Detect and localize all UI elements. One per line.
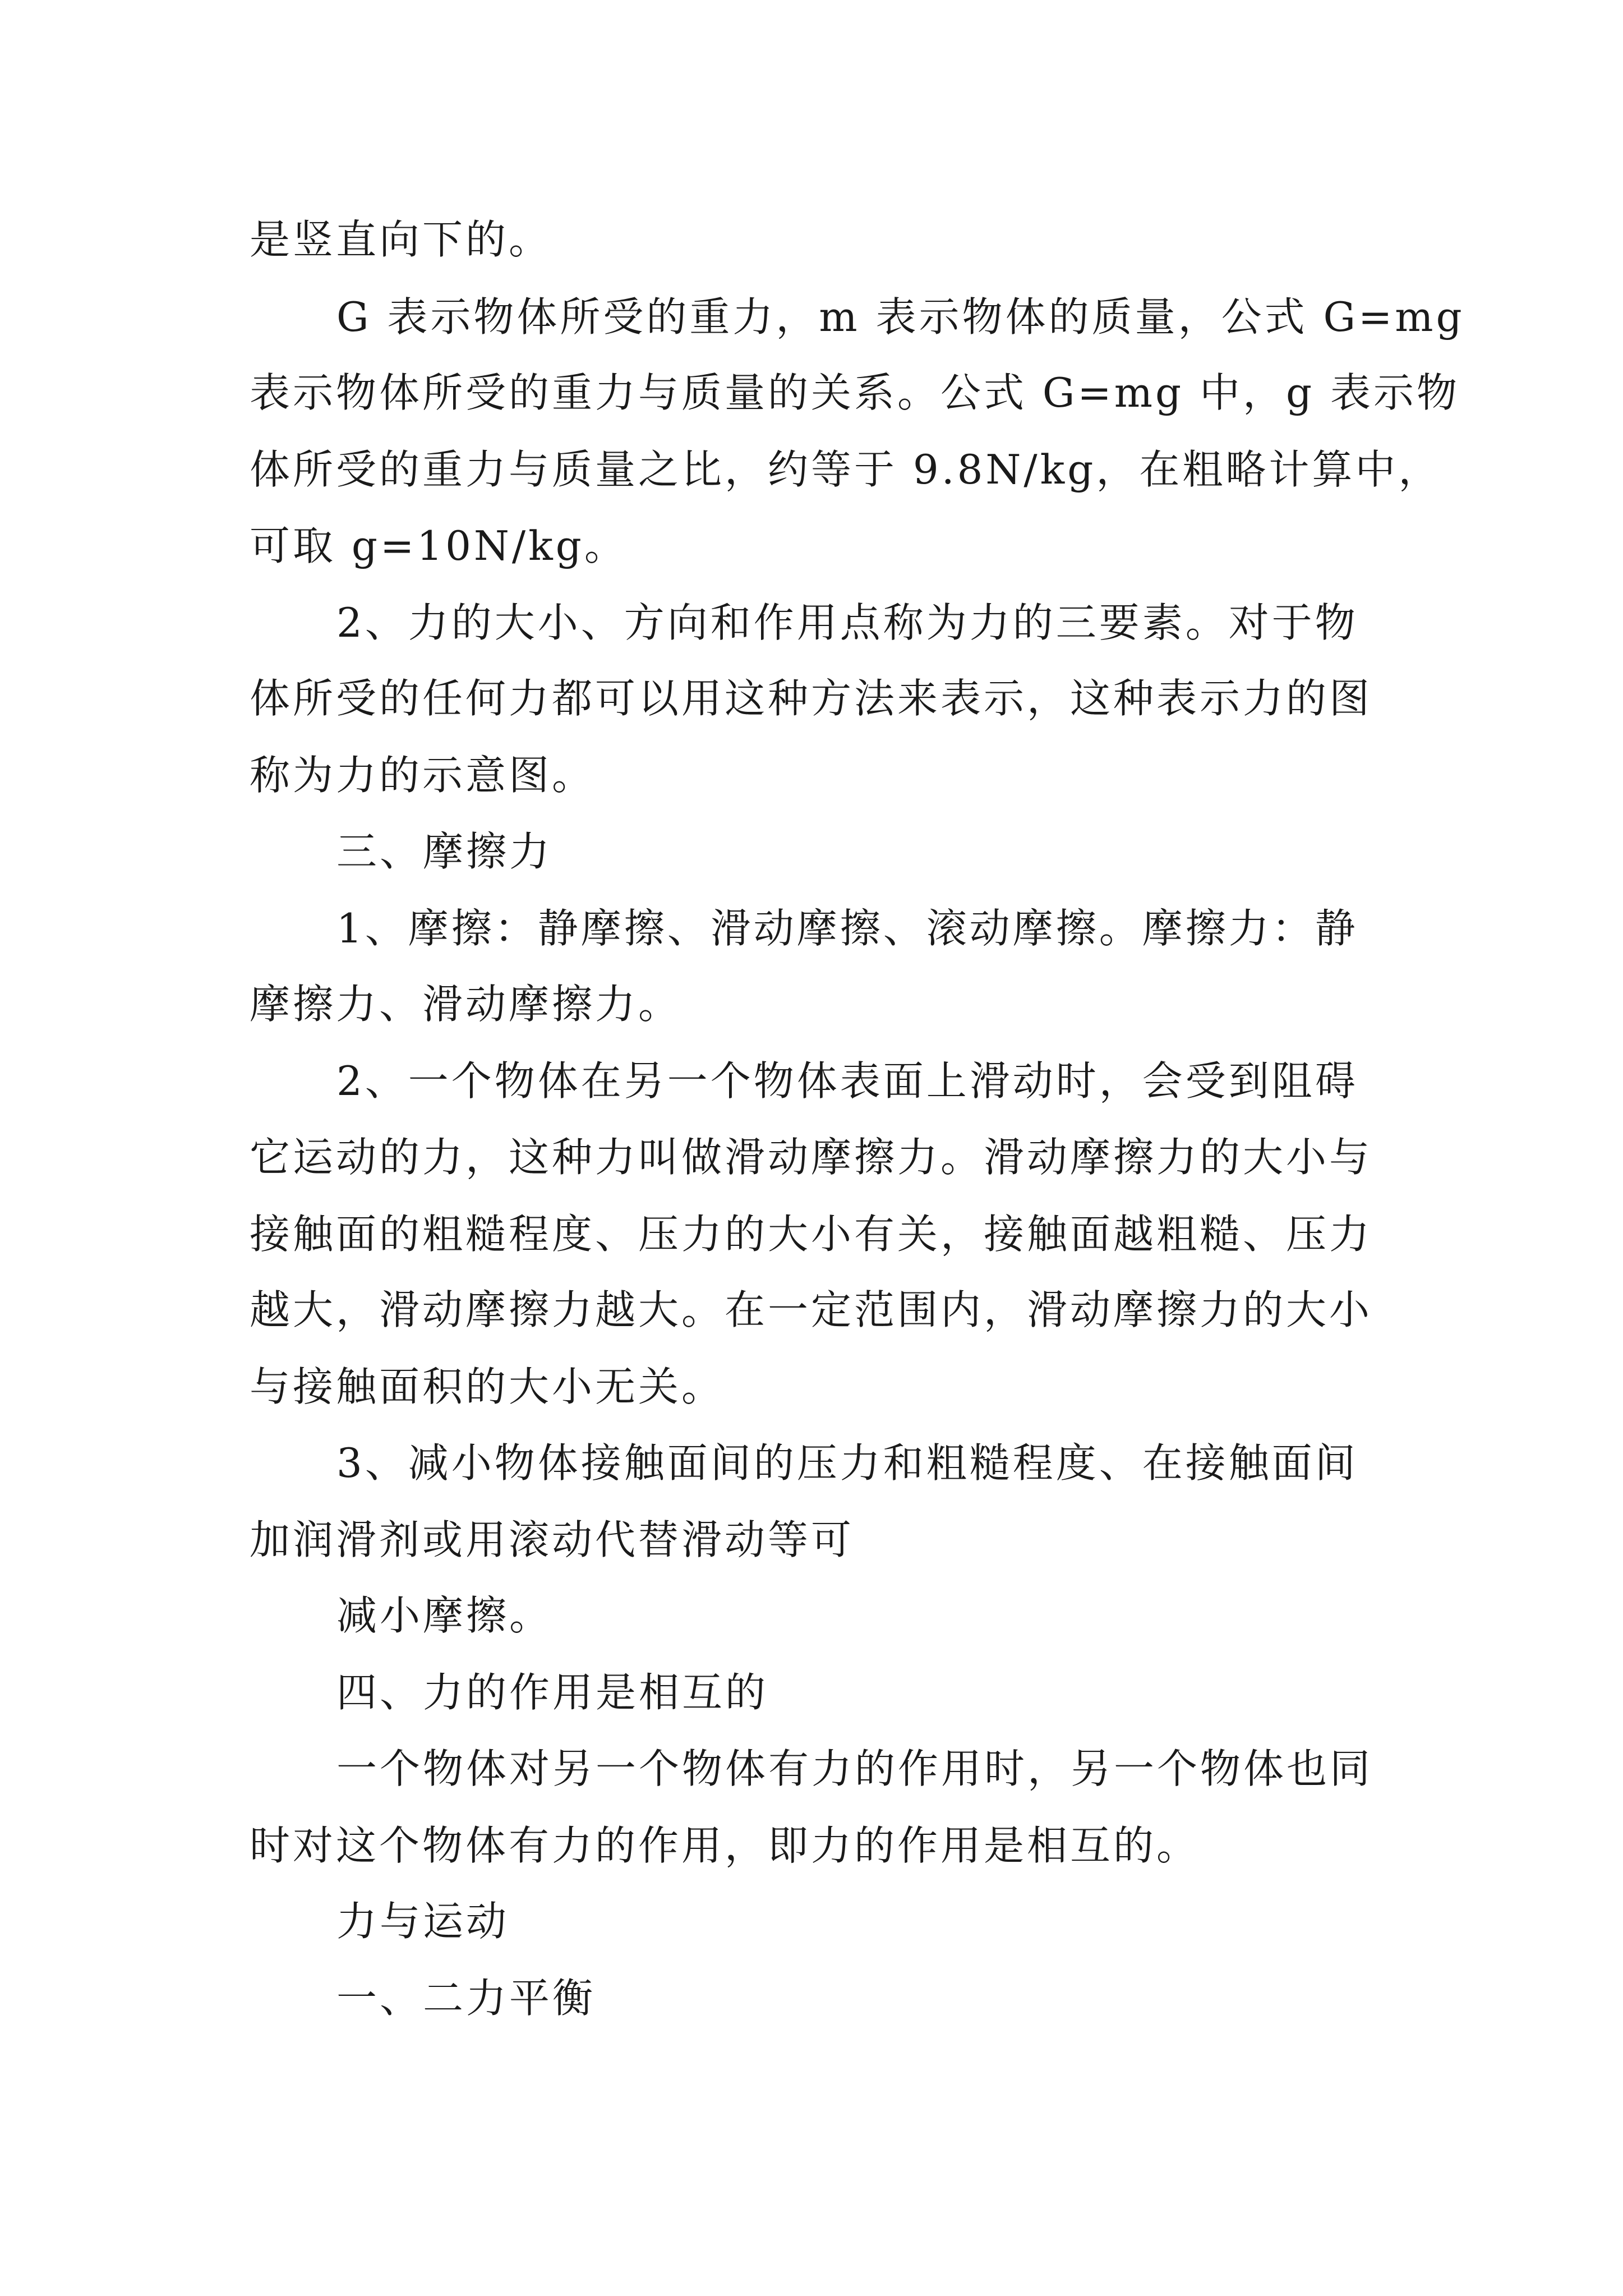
text-line-8: 称为力的示意图。 <box>250 752 596 799</box>
text-line-21: 一个物体对另一个物体有力的作用时，另一个物体也同 <box>336 1745 1373 1792</box>
text-line-19: 减小摩擦。 <box>336 1592 553 1639</box>
text-line-14: 接触面的粗糙程度、压力的大小有关，接触面越粗糙、压力 <box>250 1211 1373 1258</box>
text-line-12: 2、一个物体在另一个物体表面上滑动时，会受到阻碍 <box>336 1057 1358 1105</box>
text-line-2: G 表示物体所受的重力，m 表示物体的质量，公式 G=mg <box>336 293 1465 341</box>
text-line-15: 越大，滑动摩擦力越大。在一定范围内，滑动摩擦力的大小 <box>250 1286 1373 1333</box>
text-line-17: 3、减小物体接触面间的压力和粗糙程度、在接触面间 <box>336 1439 1358 1487</box>
text-line-6: 2、力的大小、方向和作用点称为力的三要素。对于物 <box>336 599 1358 646</box>
section-heading-mutual-force: 四、力的作用是相互的 <box>336 1669 769 1716</box>
text-line-16: 与接触面积的大小无关。 <box>250 1363 725 1410</box>
text-line-13: 它运动的力，这种力叫做滑动摩擦力。滑动摩擦力的大小与 <box>250 1134 1373 1181</box>
text-line-3: 表示物体所受的重力与质量的关系。公式 G=mg 中，g 表示物 <box>250 369 1460 416</box>
section-heading-balance: 一、二力平衡 <box>336 1975 596 2022</box>
text-line-11: 摩擦力、滑动摩擦力。 <box>250 981 682 1028</box>
text-line-1: 是竖直向下的。 <box>250 216 552 263</box>
text-line-10: 1、摩擦：静摩擦、滑动摩擦、滚动摩擦。摩擦力：静 <box>336 905 1358 952</box>
text-line-5: 可取 g=10N/kg。 <box>250 522 628 569</box>
text-line-4: 体所受的重力与质量之比，约等于 9.8N/kg，在粗略计算中， <box>250 446 1442 493</box>
text-line-7: 体所受的任何力都可以用这种方法来表示，这种表示力的图 <box>250 675 1373 722</box>
chapter-heading-force-motion: 力与运动 <box>336 1898 510 1945</box>
text-line-22: 时对这个物体有力的作用，即力的作用是相互的。 <box>250 1822 1200 1869</box>
section-heading-friction: 三、摩擦力 <box>336 828 553 875</box>
text-line-18: 加润滑剂或用滚动代替滑动等可 <box>250 1516 855 1563</box>
